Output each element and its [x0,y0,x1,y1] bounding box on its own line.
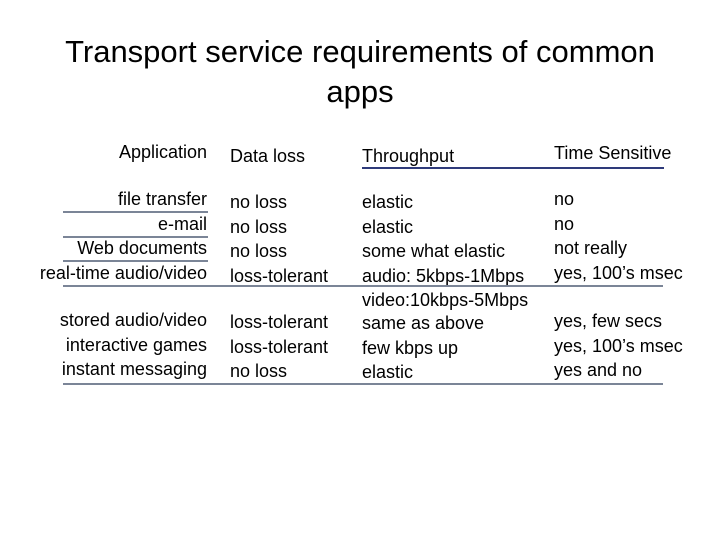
throughput-cell: audio: 5kbps-1Mbps [362,265,525,286]
row-rule [63,236,208,238]
data-loss-cell: loss-tolerant [230,265,329,286]
throughput-cell: video:10kbps-5Mbps [362,290,529,310]
application-cell: Web documents [77,238,207,258]
data-loss-cell: loss-tolerant [230,312,329,332]
header-rule-time [554,167,664,169]
throughput-cell: some what elastic [362,241,506,261]
application-cell: stored audio/video [59,310,207,330]
application-cell: real-time audio/video [39,262,207,283]
group2-throughput-column [362,311,484,385]
data-loss-cell: no loss [230,192,288,212]
time-sensitive-cell: yes, few secs [554,311,663,331]
application-cell: file transfer [117,189,207,209]
throughput-cell: same as above [362,313,485,333]
time-sensitive-cell: yes, 100’s msec [554,335,683,356]
data-loss-cell: no loss [230,216,288,237]
group1-throughput-column [362,190,528,313]
throughput-cell: elastic [362,362,414,382]
throughput-cell: elastic [362,216,414,237]
data-loss-cell: loss-tolerant [230,336,329,357]
time-sensitive-cell: yes, 100’s msec [554,262,683,283]
group-rule [63,285,663,287]
group1-data-loss-column [230,190,328,288]
title-line-2: apps [326,74,394,109]
group2-time-sensitive-column [554,309,683,383]
time-sensitive-cell: yes and no [554,360,643,380]
time-sensitive-cell: no [554,189,575,209]
throughput-cell: few kbps up [362,337,459,358]
header-throughput: Throughput [362,146,455,166]
application-cell: interactive games [65,334,207,355]
header-time-sensitive: Time Sensitive [554,143,672,163]
group2-application-column [60,308,207,382]
header-data-loss: Data loss [230,146,306,166]
application-cell: instant messaging [61,359,207,379]
data-loss-cell: no loss [230,361,288,381]
header-application: Application [118,142,207,162]
throughput-cell: elastic [362,192,414,212]
row-rule [63,260,208,262]
application-cell: e-mail [157,213,207,234]
group2-data-loss-column [230,310,328,384]
data-loss-cell: no loss [230,241,288,261]
group1-time-sensitive-column [554,187,683,285]
time-sensitive-cell: not really [554,238,628,258]
row-rule [63,211,208,213]
time-sensitive-cell: no [554,213,575,234]
bottom-rule [63,383,663,385]
title-line-1: Transport service requirements of common [65,34,655,69]
